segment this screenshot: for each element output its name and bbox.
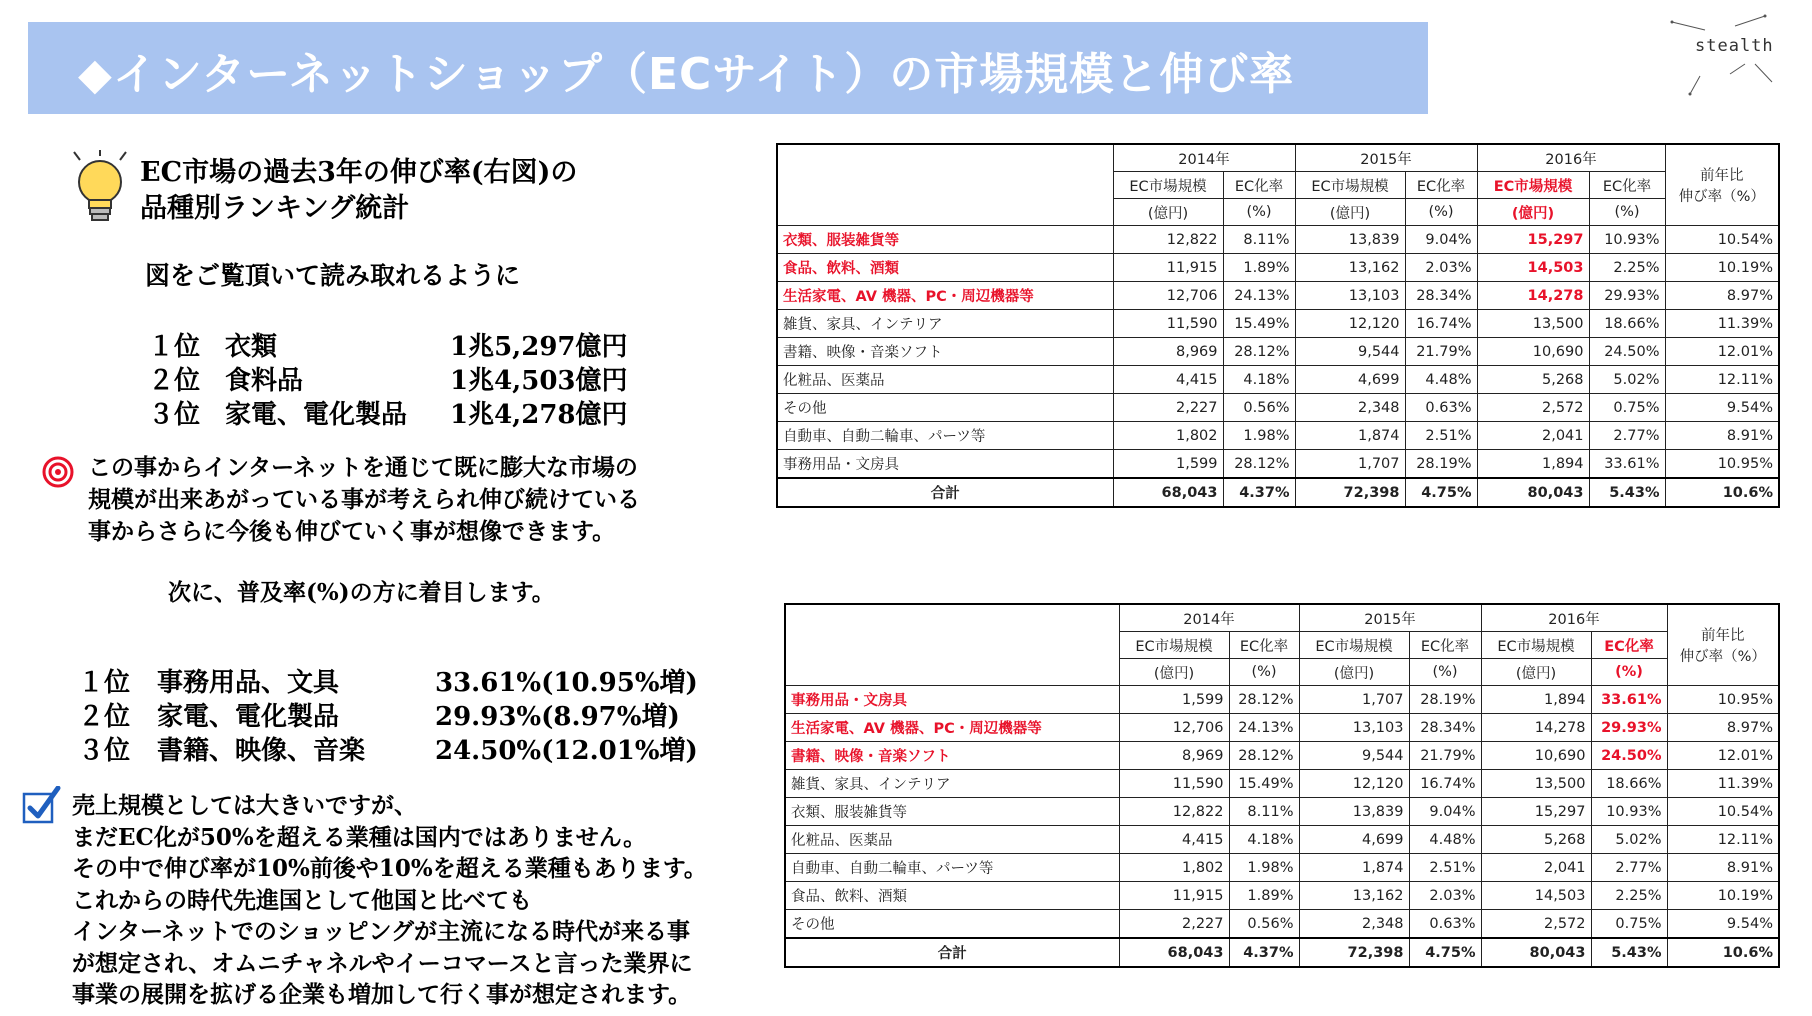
value-cell: 5.02% [1589,366,1665,394]
value-cell: 1,894 [1477,450,1589,479]
value-cell: 4,699 [1295,366,1405,394]
value-cell: 12,706 [1113,282,1223,310]
value-cell: 2,041 [1481,854,1591,882]
size-unit-header: (億円) [1295,199,1405,226]
value-cell: 12,120 [1295,310,1405,338]
rate-header: EC化率 [1405,172,1477,199]
year-2016-header: 2016年 [1481,604,1667,632]
value-cell: 13,103 [1299,714,1409,742]
value-cell: 9.04% [1409,798,1481,826]
value-cell: 1,894 [1481,686,1591,714]
lightbulb-icon [72,150,128,228]
value-cell: 9,544 [1295,338,1405,366]
value-cell: 15,297 [1481,798,1591,826]
category-cell: 自動車、自動二輪車、パーツ等 [777,422,1113,450]
value-cell: 10,690 [1477,338,1589,366]
rank-sales-1-rank: １位 [148,332,201,362]
value-cell: 9.04% [1405,226,1477,254]
heading-line-2: 品種別ランキング統計 [140,193,410,224]
rank-rate-2-category: 家電、電化製品 [157,702,340,732]
rank-rate-1-rank: １位 [78,668,131,698]
value-cell: 28.34% [1409,714,1481,742]
total-value: 4.37% [1223,478,1295,507]
category-cell: 食品、飲料、酒類 [785,882,1119,910]
logo-text: stealth [1695,36,1774,56]
value-cell: 0.56% [1223,394,1295,422]
value-cell: 14,503 [1477,254,1589,282]
stealth-logo [1650,4,1800,104]
category-cell: その他 [785,910,1119,939]
value-cell: 9.54% [1665,394,1779,422]
category-cell: 書籍、映像・音楽ソフト [777,338,1113,366]
value-cell: 10.19% [1667,882,1779,910]
value-cell: 4,415 [1119,826,1229,854]
value-cell: 1,707 [1295,450,1405,479]
target-icon [42,456,74,488]
year-2015-header: 2015年 [1299,604,1481,632]
value-cell: 16.74% [1405,310,1477,338]
paragraph-line: インターネットでのショッピングが主流になる時代が来る事 [72,918,691,945]
value-cell: 14,278 [1481,714,1591,742]
value-cell: 28.12% [1223,338,1295,366]
total-value: 80,043 [1477,478,1589,507]
value-cell: 28.12% [1223,450,1295,479]
rank-rate-3-value: 24.50%(12.01%増) [435,736,698,766]
rank-sales-3-category: 家電、電化製品 [225,400,408,430]
value-cell: 12.11% [1667,826,1779,854]
value-cell: 8.91% [1667,854,1779,882]
table-row [785,798,1779,826]
value-cell: 4.18% [1229,826,1299,854]
value-cell: 8,969 [1119,742,1229,770]
rank-sales-2-value: 1兆4,503億円 [450,366,628,396]
value-cell: 4.48% [1405,366,1477,394]
category-cell: 雑貨、家具、インテリア [785,770,1119,798]
value-cell: 29.93% [1591,714,1667,742]
value-cell: 28.12% [1229,686,1299,714]
value-cell: 13,500 [1481,770,1591,798]
total-value: 72,398 [1299,938,1409,967]
size-header: EC市場規模 [1481,632,1591,659]
value-cell: 1,802 [1113,422,1223,450]
value-cell: 15.49% [1229,770,1299,798]
value-cell: 0.75% [1591,910,1667,939]
value-cell: 2,227 [1113,394,1223,422]
value-cell: 24.50% [1589,338,1665,366]
category-cell: 衣類、服装雑貨等 [785,798,1119,826]
summary-paragraph [72,790,707,1011]
paragraph-line: が想定され、オムニチャネルやイーコマースと言った業界に [72,949,693,977]
rank-rate-2-value: 29.93%(8.97%増) [435,702,680,732]
table-row [777,394,1779,422]
value-cell: 12,822 [1119,798,1229,826]
size-unit-header: (億円) [1119,659,1229,686]
category-cell: 食品、飲料、酒類 [777,254,1113,282]
table-row [777,422,1779,450]
size-header: EC市場規模 [1119,632,1229,659]
value-cell: 12,706 [1119,714,1229,742]
rate-unit-header: (%) [1223,199,1295,226]
value-cell: 2,227 [1119,910,1229,939]
value-cell: 15,297 [1477,226,1589,254]
value-cell: 14,503 [1481,882,1591,910]
value-cell: 2.77% [1591,854,1667,882]
paragraph-line: 事業の展開を拡げる企業も増加して行く事が想定されます。 [72,981,692,1008]
value-cell: 13,162 [1299,882,1409,910]
value-cell: 8.11% [1229,798,1299,826]
value-cell: 1,874 [1299,854,1409,882]
category-cell: 自動車、自動二輪車、パーツ等 [785,854,1119,882]
rate-header: EC化率 [1229,632,1299,659]
rank-sales-2-rank: ２位 [148,366,201,396]
paragraph-line: 売上規模としては大きいですが、 [72,792,417,819]
value-cell: 8,969 [1113,338,1223,366]
table-row [777,450,1779,479]
header-blank [785,604,1119,686]
value-cell: 5,268 [1481,826,1591,854]
size-header: EC市場規模 [1113,172,1223,199]
category-cell: その他 [777,394,1113,422]
value-cell: 2.77% [1589,422,1665,450]
value-cell: 0.56% [1229,910,1299,939]
value-cell: 29.93% [1589,282,1665,310]
size-header: EC市場規模 [1295,172,1405,199]
value-cell: 1,599 [1113,450,1223,479]
growth-header-line-2: 伸び率（%） [1679,649,1766,665]
rank-sales-3-rank: ３位 [148,400,201,430]
paragraph-line: これからの時代先進国として他国と比べても [72,886,532,914]
value-cell: 11,915 [1119,882,1229,910]
growth-header [1667,604,1779,686]
value-cell: 12.01% [1667,742,1779,770]
growth-header [1665,144,1779,226]
value-cell: 13,500 [1477,310,1589,338]
year-2014-header: 2014年 [1113,144,1295,172]
total-row [777,478,1779,507]
value-cell: 11,590 [1119,770,1229,798]
table-row [785,742,1779,770]
value-cell: 5.02% [1591,826,1667,854]
value-cell: 2.51% [1409,854,1481,882]
value-cell: 11,590 [1113,310,1223,338]
value-cell: 9.54% [1667,910,1779,939]
value-cell: 4,699 [1299,826,1409,854]
rate-unit-header-2016-highlight: (%) [1591,659,1667,686]
table-row [777,226,1779,254]
value-cell: 4,415 [1113,366,1223,394]
total-label: 合計 [777,478,1113,507]
year-2016-header: 2016年 [1477,144,1665,172]
value-cell: 1,707 [1299,686,1409,714]
value-cell: 1,599 [1119,686,1229,714]
total-value: 5.43% [1589,478,1665,507]
value-cell: 13,103 [1295,282,1405,310]
rate-unit-header: (%) [1409,659,1481,686]
value-cell: 16.74% [1409,770,1481,798]
total-value: 72,398 [1295,478,1405,507]
value-cell: 8.11% [1223,226,1295,254]
paragraph-line: 規模が出来あがっている事が考えられ伸び続けている [88,486,640,513]
size-unit-header: (億円) [1299,659,1409,686]
header-blank [777,144,1113,226]
table-row [777,310,1779,338]
value-cell: 28.12% [1229,742,1299,770]
rank-rate-3-category: 書籍、映像、音楽 [157,736,366,766]
value-cell: 18.66% [1589,310,1665,338]
value-cell: 21.79% [1405,338,1477,366]
value-cell: 11.39% [1665,310,1779,338]
total-value: 68,043 [1113,478,1223,507]
value-cell: 11,915 [1113,254,1223,282]
value-cell: 10.54% [1667,798,1779,826]
section-heading [140,155,577,227]
value-cell: 33.61% [1589,450,1665,479]
value-cell: 12,822 [1113,226,1223,254]
value-cell: 2.03% [1405,254,1477,282]
size-unit-header: (億円) [1113,199,1223,226]
category-cell: 生活家電、AV 機器、PC・周辺機器等 [785,714,1119,742]
rank-sales-3-value: 1兆4,278億円 [450,400,628,430]
value-cell: 10.93% [1591,798,1667,826]
table-row [777,254,1779,282]
value-cell: 12,120 [1299,770,1409,798]
total-value: 68,043 [1119,938,1229,967]
rank-sales-1-category: 衣類 [225,332,278,362]
category-cell: 化粧品、医薬品 [785,826,1119,854]
size-header-2016-highlight: EC市場規模 [1477,172,1589,199]
rate-header: EC化率 [1409,632,1481,659]
value-cell: 1.89% [1229,882,1299,910]
value-cell: 24.13% [1229,714,1299,742]
value-cell: 10.93% [1589,226,1665,254]
value-cell: 28.34% [1405,282,1477,310]
rank-rate-1-category: 事務用品、文具 [157,668,340,698]
table-row [785,826,1779,854]
category-cell: 衣類、服装雑貨等 [777,226,1113,254]
value-cell: 4.18% [1223,366,1295,394]
total-value: 80,043 [1481,938,1591,967]
value-cell: 0.63% [1409,910,1481,939]
table-row [785,854,1779,882]
total-value: 10.6% [1665,478,1779,507]
value-cell: 13,839 [1295,226,1405,254]
paragraph-line: その中で伸び率が10%前後や10%を超える業種もあります。 [72,855,707,882]
table-row [785,686,1779,714]
value-cell: 28.19% [1409,686,1481,714]
size-unit-header: (億円) [1481,659,1591,686]
rank-rate-3-rank: ３位 [78,736,131,766]
value-cell: 10.54% [1665,226,1779,254]
rate-header-2016-highlight: EC化率 [1591,632,1667,659]
size-header: EC市場規模 [1299,632,1409,659]
total-label: 合計 [785,938,1119,967]
value-cell: 18.66% [1591,770,1667,798]
value-cell: 11.39% [1667,770,1779,798]
market-paragraph [88,452,640,548]
value-cell: 0.75% [1589,394,1665,422]
value-cell: 2,572 [1477,394,1589,422]
title-bar [28,22,1428,114]
rate-header: EC化率 [1589,172,1665,199]
paragraph-line: この事からインターネットを通じて既に膨大な市場の [88,454,638,481]
value-cell: 24.50% [1591,742,1667,770]
value-cell: 24.13% [1223,282,1295,310]
next-focus-text: 次に、普及率(%)の方に着目します。 [168,579,555,606]
value-cell: 1,802 [1119,854,1229,882]
value-cell: 4.48% [1409,826,1481,854]
intro-text: 図をご覧頂いて読み取れるように [145,261,521,290]
paragraph-line: まだEC化が50%を超える業種は国内ではありません。 [72,823,647,851]
value-cell: 2.25% [1591,882,1667,910]
rank-sales-2-category: 食料品 [225,366,304,396]
total-row [785,938,1779,967]
category-cell: 書籍、映像・音楽ソフト [785,742,1119,770]
category-cell: 生活家電、AV 機器、PC・周辺機器等 [777,282,1113,310]
value-cell: 12.11% [1665,366,1779,394]
value-cell: 33.61% [1591,686,1667,714]
value-cell: 10.19% [1665,254,1779,282]
rate-unit-header: (%) [1405,199,1477,226]
ec-market-table-by-size [776,143,1780,508]
slide-title: ◆インターネットショップ（ECサイト）の市場規模と伸び率 [78,49,1295,100]
total-value: 4.75% [1409,938,1481,967]
value-cell: 2.03% [1409,882,1481,910]
value-cell: 1.98% [1229,854,1299,882]
value-cell: 2,348 [1299,910,1409,939]
table-row [777,366,1779,394]
heading-line-1: EC市場の過去3年の伸び率(右図)の [140,157,578,188]
total-value: 4.37% [1229,938,1299,967]
value-cell: 2,572 [1481,910,1591,939]
value-cell: 13,162 [1295,254,1405,282]
year-2015-header: 2015年 [1295,144,1477,172]
table-row [785,910,1779,939]
table-row [777,282,1779,310]
year-2014-header: 2014年 [1119,604,1299,632]
value-cell: 10,690 [1481,742,1591,770]
table-row [785,770,1779,798]
value-cell: 21.79% [1409,742,1481,770]
value-cell: 8.91% [1665,422,1779,450]
value-cell: 2,348 [1295,394,1405,422]
table-row [785,882,1779,910]
rank-sales-1-value: 1兆5,297億円 [450,332,628,362]
rate-unit-header: (%) [1589,199,1665,226]
table-row [785,714,1779,742]
rank-rate-1-value: 33.61%(10.95%増) [435,668,698,698]
total-value: 5.43% [1591,938,1667,967]
value-cell: 28.19% [1405,450,1477,479]
value-cell: 1.89% [1223,254,1295,282]
growth-header-line-1: 前年比 [1700,168,1744,184]
ec-market-table-by-rate [784,603,1780,968]
rate-unit-header: (%) [1229,659,1299,686]
value-cell: 12.01% [1665,338,1779,366]
value-cell: 1.98% [1223,422,1295,450]
value-cell: 8.97% [1667,714,1779,742]
category-cell: 事務用品・文房具 [785,686,1119,714]
value-cell: 2,041 [1477,422,1589,450]
value-cell: 2.25% [1589,254,1665,282]
size-unit-header-2016-highlight: (億円) [1477,199,1589,226]
growth-header-line-1: 前年比 [1701,628,1745,644]
value-cell: 10.95% [1665,450,1779,479]
category-cell: 化粧品、医薬品 [777,366,1113,394]
rate-header: EC化率 [1223,172,1295,199]
table-row [777,338,1779,366]
value-cell: 5,268 [1477,366,1589,394]
rank-rate-2-rank: ２位 [78,702,131,732]
growth-header-line-2: 伸び率（%） [1678,189,1765,205]
total-value: 10.6% [1667,938,1779,967]
value-cell: 0.63% [1405,394,1477,422]
category-cell: 事務用品・文房具 [777,450,1113,479]
value-cell: 8.97% [1665,282,1779,310]
value-cell: 13,839 [1299,798,1409,826]
category-cell: 雑貨、家具、インテリア [777,310,1113,338]
total-value: 4.75% [1405,478,1477,507]
checkbox-checked-icon [22,786,62,826]
value-cell: 14,278 [1477,282,1589,310]
value-cell: 1,874 [1295,422,1405,450]
value-cell: 15.49% [1223,310,1295,338]
value-cell: 2.51% [1405,422,1477,450]
paragraph-line: 事からさらに今後も伸びていく事が想像できます。 [88,518,616,545]
value-cell: 10.95% [1667,686,1779,714]
value-cell: 9,544 [1299,742,1409,770]
